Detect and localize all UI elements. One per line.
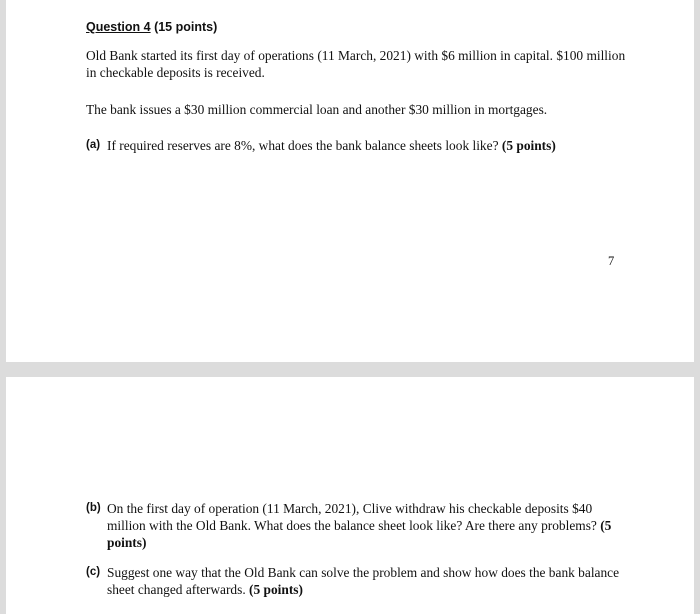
part-a [86, 137, 626, 154]
question-points: (15 points) [150, 20, 218, 34]
part-a-question: If required reserves are 8%, what does the bank balance sheets look like? [107, 138, 502, 153]
part-a-text [107, 137, 626, 154]
question-heading [86, 20, 217, 34]
part-c [86, 564, 626, 598]
part-b-question: On the first day of operation (11 March, 2021), Clive withdraw his checkable deposits $40 million with the Old Bank. What does the balance sheet look like? Are there any problems? [107, 501, 601, 533]
page-number: 7 [608, 254, 615, 268]
part-c-text [107, 564, 626, 598]
loans-paragraph: The bank issues a $30 million commercial loan and another $30 million in mortgages. [86, 102, 548, 117]
document-page-top [6, 0, 694, 362]
part-a-points: (5 points) [501, 138, 556, 153]
part-b [86, 500, 626, 551]
part-a-label: (a) [86, 139, 101, 151]
document-page-bottom [6, 377, 694, 614]
intro-paragraph: Old Bank started its first day of operations (11 March, 2021) with $6 million in capital. $100 million in checkable deposits is received. [86, 48, 626, 80]
part-c-points: (5 points) [249, 582, 303, 597]
part-b-points: (5 points) [107, 518, 612, 550]
part-c-label: (c) [86, 566, 101, 578]
part-c-question: Suggest one way that the Old Bank can solve the problem and show how does the bank balance sheet changed afterwards. [107, 565, 620, 597]
part-b-text [107, 500, 626, 551]
part-b-label: (b) [86, 502, 101, 514]
question-number: Question 4 [86, 20, 151, 34]
